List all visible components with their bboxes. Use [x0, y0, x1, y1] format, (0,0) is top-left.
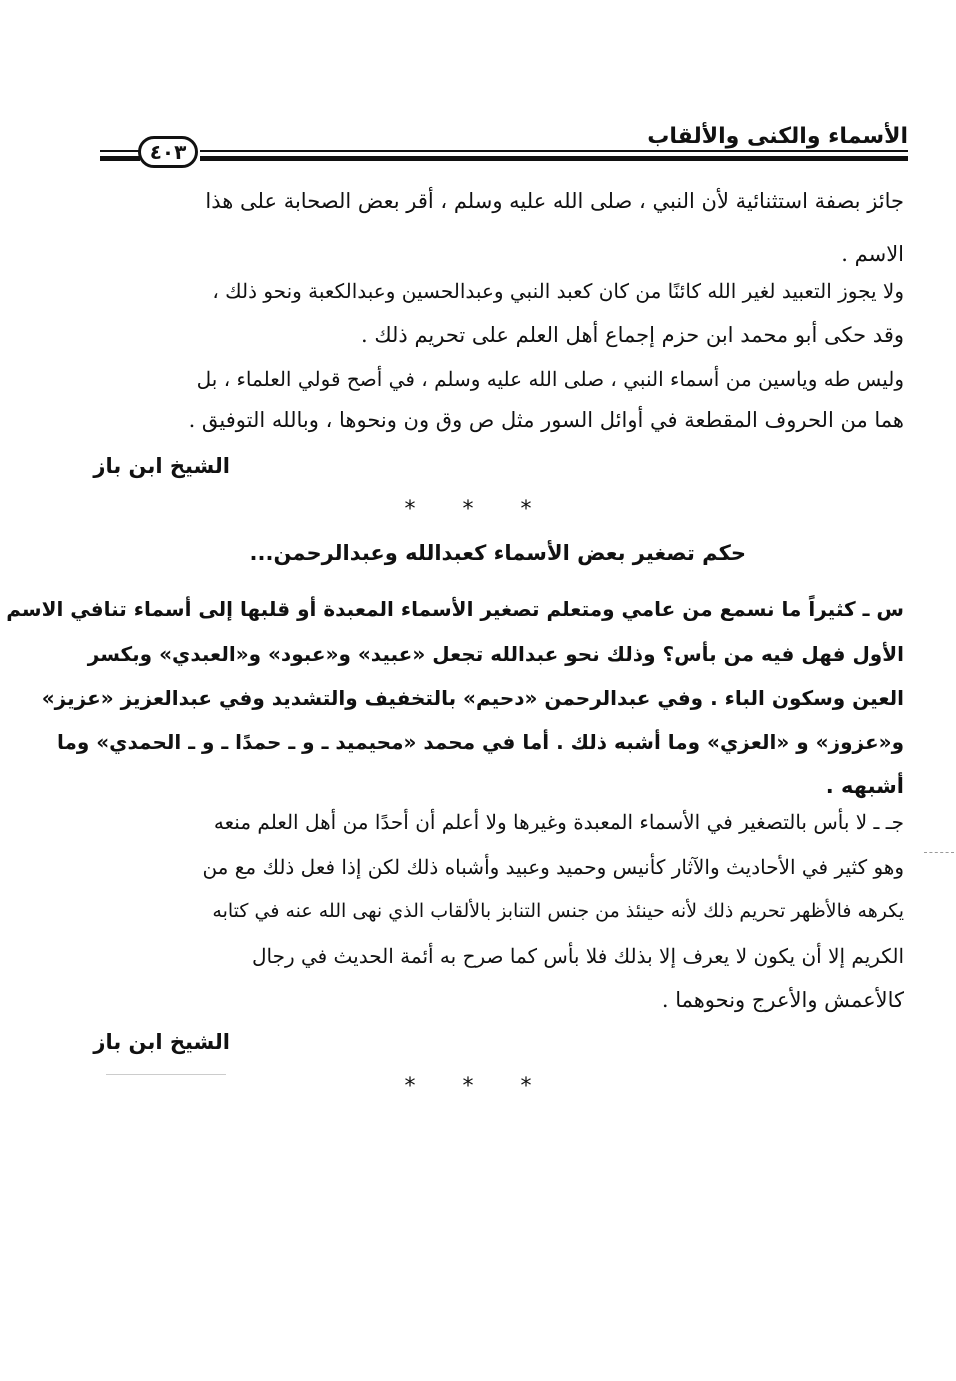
text-line: وليس طه وياسين من أسماء النبي ، صلى الله عليه وسلم ، في أصح قولي العلماء ، بل	[196, 367, 904, 391]
page-number-badge	[138, 136, 198, 168]
section-title: حكم تصغير بعض الأسماء كعبدالله وعبدالرحمن...	[249, 541, 746, 565]
header-lead-bars	[100, 150, 140, 161]
signature: الشيخ ابن باز	[93, 454, 230, 478]
answer-line: يكرهه فالأظهر تحريم ذلك لأنه حينئذ من جنس التنابز بالألقاب الذي نهى الله عنه في كتابه	[212, 900, 904, 922]
question-line: أشبهه .	[825, 774, 904, 798]
separator-stars: * * *	[404, 497, 552, 522]
text-line: هما من الحروف المقطعة في أوائل السور مثل ص وق ون ونحوها ، وبالله التوفيق .	[188, 408, 904, 432]
header-rule-thick	[200, 156, 908, 161]
page-number: ٤٠٣	[149, 140, 187, 164]
answer-line: وهو كثير في الأحاديث والآثار كأنيس وحميد وعبيد وأشباه ذلك لكن إذا فعل ذلك مع من	[202, 855, 904, 879]
question-line: العين وسكون الباء . وفي عبدالرحمن «دحيم» بالتخفيف والتشديد وفي عبدالعزيز «عزيز»	[41, 686, 904, 710]
scan-margin-mark	[924, 852, 954, 855]
answer-line: كالأعمش والأعرج ونحوهما .	[661, 988, 904, 1012]
text-line: وقد حكى أبو محمد ابن حزم إجماع أهل العلم على تحريم ذلك .	[360, 323, 904, 347]
text-line: ولا يجوز التعبيد لغير الله كائنًا من كان كعبد النبي وعبدالحسين وعبدالكعبة ونحو ذلك ،	[212, 279, 904, 303]
text-line: الاسم .	[841, 242, 904, 266]
answer-line: جـ ـ لا بأس بالتصغير في الأسماء المعبدة وغيرها ولا أعلم أن أحدًا من أهل العلم منعه	[213, 810, 904, 834]
page-header	[100, 120, 908, 170]
separator-stars: * * *	[404, 1074, 552, 1099]
question-line: و«عزوز» و «العزي» وما أشبه ذلك . أما في محمد «محيميد ـ و ـ حمدًا ـ و ـ الحمدي» وما	[56, 730, 904, 754]
question-line: س ـ كثيراً ما نسمع من عامي ومتعلم تصغير الأسماء المعبدة أو قلبها إلى أسماء تنافي الاسم	[6, 597, 904, 621]
header-rule-thin	[200, 150, 908, 152]
signature: الشيخ ابن باز	[93, 1030, 230, 1054]
book-title: الأسماء والكنى والألقاب	[647, 124, 908, 149]
question-line: الأول فهل فيه من بأس؟ وذلك نحو عبدالله تجعل «عبيد» و«عبود» و«العبدي» وبكسر	[87, 642, 904, 666]
text-line: جائز بصفة استثنائية لأن النبي ، صلى الله عليه وسلم ، أقر بعض الصحابة على هذا	[205, 189, 904, 213]
answer-line: الكريم إلا أن يكون لا يعرف إلا بذلك فلا بأس كما صرح به أئمة الحديث في رجال	[251, 944, 904, 968]
